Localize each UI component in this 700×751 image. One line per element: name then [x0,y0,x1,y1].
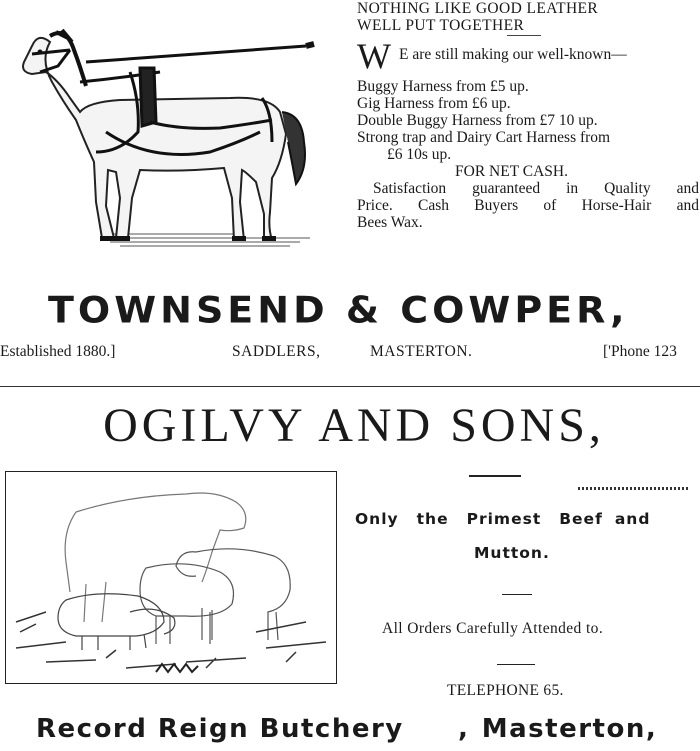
orders-note: All Orders Carefully Attended to. [382,620,604,637]
word: Only [355,510,399,528]
word: and [676,197,699,214]
word: and [676,180,699,197]
satisfaction-line-2 [357,197,699,214]
word: Quality [604,180,651,197]
short-rule [502,594,532,595]
pig-outline [58,594,164,650]
beef-slogan-line-1 [355,510,700,528]
grass-strokes [156,664,198,672]
butchery-title: OGILVY AND SONS, [103,399,605,452]
butchery-name [36,714,657,744]
word: and [614,510,651,528]
price-item: Buggy Harness from £5 up. [357,78,529,95]
drop-cap: W [357,36,391,76]
trade-label: SADDLERS, [232,343,321,360]
ad-divider [0,386,700,387]
short-rule [497,664,535,665]
beef-slogan-line-2: Mutton. [474,544,550,562]
butchery-town: Masterton, [481,714,658,744]
word: Cash [417,197,449,214]
word: Buyers [474,197,519,214]
word: Primest [466,510,542,528]
heading-line-1: NOTHING LIKE GOOD LEATHER [357,0,599,17]
price-item: Gig Harness from £6 up. [357,95,511,112]
intro-line [357,36,700,76]
established-date: Established 1880.] [0,343,116,360]
telephone-number: TELEPHONE 65. [447,682,564,699]
decorative-dashes [578,487,688,490]
price-list [357,78,700,231]
separator: , [458,714,470,744]
horse-tail [282,112,305,184]
word: Beef [559,510,603,528]
horse-mane [50,30,86,86]
word: of [543,197,557,214]
price-continuation: £6 10s up. [387,146,452,163]
butchery-title-text: Record Reign Butchery [36,714,404,744]
harnessed-horse-icon [10,2,340,260]
livestock-illustration-frame [5,471,337,684]
cattle-and-livestock-icon [6,472,336,683]
price-item: Double Buggy Harness from £7 10 up. [357,112,598,129]
satisfaction-line-3: Bees Wax. [357,214,423,231]
satisfaction-line-1 [357,180,699,197]
price-item: Strong trap and Dairy Cart Harness from [357,129,611,146]
pig-outline [130,609,175,634]
cow-outline [65,493,246,622]
short-rule [507,35,541,36]
heading-line-2: WELL PUT TOGETHER [357,17,525,34]
word: the [416,510,449,528]
word: guaranteed [472,180,541,197]
word: Satisfaction [373,180,447,197]
ground-shadow [100,234,310,246]
grass-strokes [16,612,326,668]
title-rule [469,475,521,477]
net-cash-note: FOR NET CASH. [455,163,568,180]
word: in [566,180,579,197]
harness-copy [357,0,700,231]
town-label: MASTERTON. [370,343,473,360]
word: Price. [357,197,393,214]
horse-eye [38,50,43,55]
phone-number: ['Phone 123 [603,343,677,360]
intro-text: E are still making our well-known— [399,46,627,63]
firm-name: TOWNSEND & COWPER, [48,289,629,331]
word: Horse-Hair [581,197,652,214]
